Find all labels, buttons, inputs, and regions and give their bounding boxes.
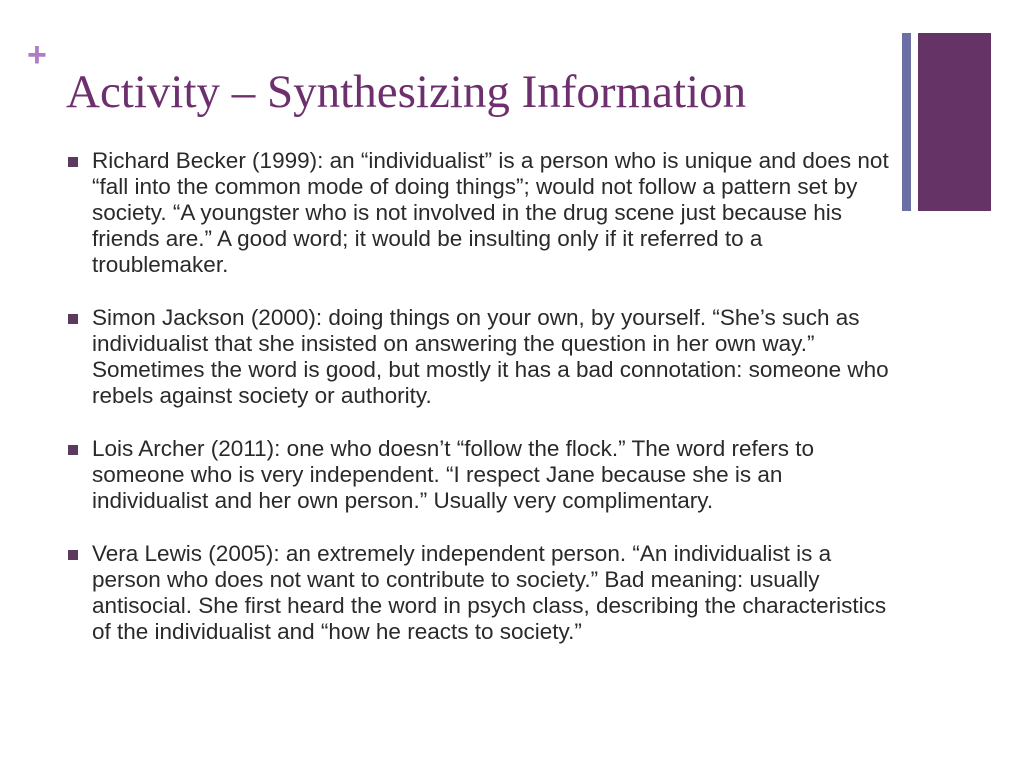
accent-bar-thin: [902, 33, 911, 211]
slide-title: Activity – Synthesizing Information: [66, 66, 747, 118]
square-bullet-icon: [68, 157, 78, 167]
bullet-text: Richard Becker (1999): an “individualist” is a person who is unique and does not “fall into the common mode of doing things”; would not follow a pattern set by society. “A youngster who is not involved in the drug scene just because his friends are.” A good word; it would be insulting only if it referred to a troublemaker.: [92, 148, 889, 277]
square-bullet-icon: [68, 314, 78, 324]
bullet-text: Lois Archer (2011): one who doesn’t “follow the flock.” The word refers to someone who is very independent. “I respect Jane because she is an individualist and her own person.” Usually very complimentary.: [92, 436, 815, 513]
bullet-item: [68, 305, 898, 409]
plus-icon: +: [27, 36, 47, 74]
bullet-text: Simon Jackson (2000): doing things on your own, by yourself. “She’s such as individualist that she insisted on answering the question in her own way.” Sometimes the word is good, but mostly it has a bad connotation: someone who rebels against society or authority.: [92, 305, 889, 408]
bullet-text: Vera Lewis (2005): an extremely independent person. “An individualist is a person who does not want to contribute to society.” Bad meaning: usually antisocial. She first heard the word in psych class, describing the characteristics of the individualist and “how he reacts to society.”: [92, 541, 887, 644]
square-bullet-icon: [68, 550, 78, 560]
bullet-item: [68, 436, 898, 514]
bullet-list: [68, 148, 898, 672]
bullet-item: [68, 148, 898, 278]
bullet-item: [68, 541, 898, 645]
square-bullet-icon: [68, 445, 78, 455]
accent-bar-thick: [918, 33, 991, 211]
